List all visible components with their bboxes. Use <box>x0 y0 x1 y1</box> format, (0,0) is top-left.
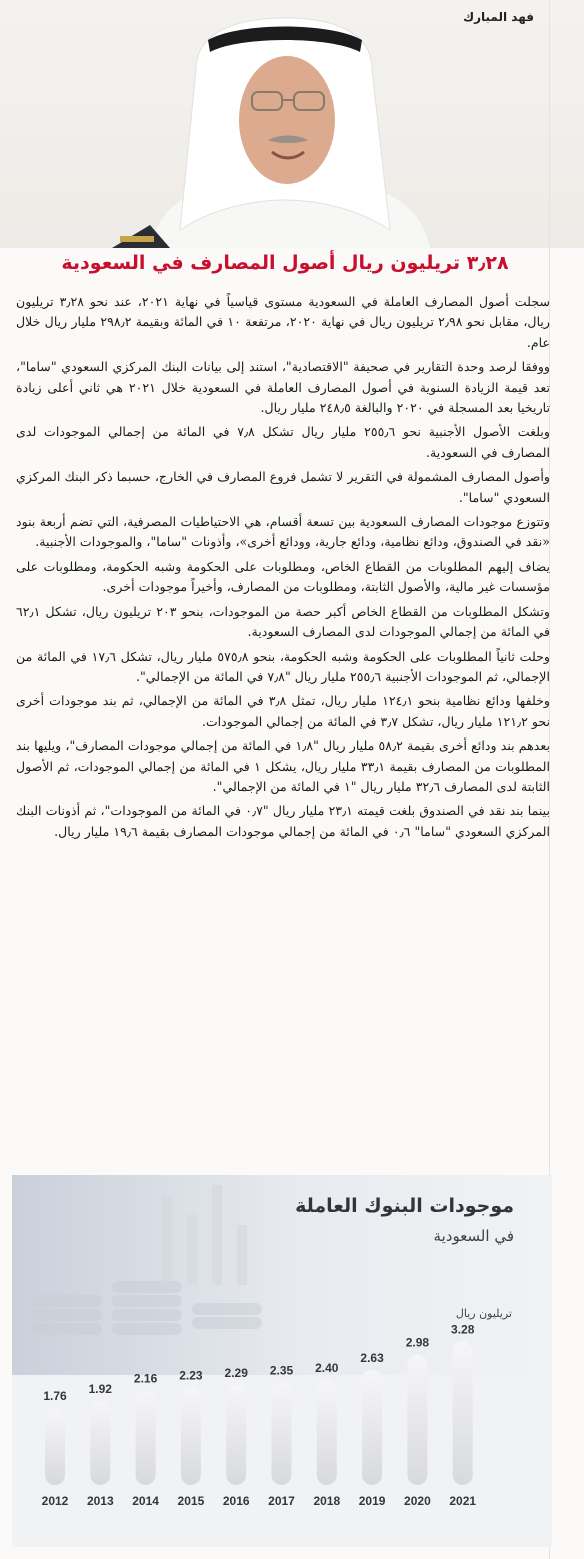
value-label-2017: 2.35 <box>269 1363 294 1378</box>
year-label-2015: 2015 <box>177 1494 205 1508</box>
bar-2019 <box>362 1370 382 1485</box>
bar-2012 <box>45 1408 65 1485</box>
bank-assets-chart <box>12 1175 552 1547</box>
bar-2014 <box>136 1391 156 1485</box>
article-headline: ٣٫٢٨ تريليون ريال أصول المصارف في السعودية <box>61 252 509 274</box>
article-paragraph: وتشكل المطلوبات من القطاع الخاص أكبر حصة من الموجودات، بنحو ٢٠٣ تريليون ريال، تشكل ٦٢٫١ في المائة من إجمالي الموجودات لدى المصارف السعودية. <box>16 603 550 640</box>
value-label-2015: 2.23 <box>179 1368 203 1383</box>
value-label-2016: 2.29 <box>224 1365 248 1380</box>
chart-unit-label: تريليون ريال <box>455 1307 512 1320</box>
bar-2015 <box>181 1388 201 1485</box>
year-label-2019: 2019 <box>358 1494 386 1508</box>
article-paragraph: سجلت أصول المصارف العاملة في السعودية مستوى قياسياً في نهاية ٢٠٢١، عند نحو ٣٫٢٨ تريليون ريال، مقابل نحو ٢٫٩٨ تريليون ريال في نهاية ٢٠٢٠، مرتفعة ١٠ في المائة وبقيمة ٢٩٨٫٢ مليار ريال خلال عام. <box>16 294 551 350</box>
article-paragraph: وحلت ثانياً المطلوبات على الحكومة وشبه الحكومة، بنحو ٥٧٥٫٨ مليار ريال، تشكل ١٧٫٦ في المائة من الإجمالي، ثم الموجودات الأجنبية ٢٥٥٫٦ مليار ريال "٧٫٨ في المائة من الإجمالي". <box>16 648 550 684</box>
year-label-2020: 2020 <box>404 1494 431 1508</box>
year-label-2017: 2017 <box>268 1494 295 1508</box>
value-label-2014: 2.16 <box>133 1371 158 1386</box>
value-label-2020: 2.98 <box>405 1335 430 1350</box>
portrait-illustration <box>0 0 584 248</box>
article-paragraph: وخلفها ودائع نظامية بنحو ١٢٤٫١ مليار ريال، تمثل ٣٫٨ في المائة من الإجمالي، ثم بند موجودات أخرى نحو ١٢١٫٢ مليار ريال، تشكل ٣٫٧ في المائة من إجمالي الموجودات. <box>16 693 550 729</box>
year-label-2014: 2014 <box>132 1494 159 1508</box>
value-label-2021: 3.28 <box>451 1322 475 1337</box>
year-label-2012: 2012 <box>41 1494 69 1508</box>
article-paragraph: بينما بند نقد في الصندوق بلغت قيمته ٢٣٫١ مليار ريال "٠٫٧ في المائة من الموجودات"، ثم أذونات البنك المركزي السعودي "ساما" ٠٫٦ في المائة من إجمالي موجودات المصارف بقيمة ١٩٫٦ مليار ريال. <box>16 803 550 839</box>
year-label-2016: 2016 <box>222 1494 250 1508</box>
article-paragraph: وبلغت الأصول الأجنبية نحو ٢٥٥٫٦ مليار ريال تشكل ٧٫٨ في المائة من إجمالي الموجودات لدى المصارف في السعودية. <box>16 424 551 460</box>
chart-subtitle: في السعودية <box>433 1227 514 1245</box>
bar-2021 <box>453 1342 473 1485</box>
value-label-2019: 2.63 <box>360 1351 384 1366</box>
year-label-2018: 2018 <box>313 1494 341 1508</box>
article-paragraph: وأصول المصارف المشمولة في التقرير لا تشمل فروع المصارف في الخارج، حسبما ذكر البنك المركزي السعودي "ساما". <box>16 469 550 505</box>
value-label-2018: 2.40 <box>315 1361 339 1376</box>
photo-caption: فهد المبارك <box>463 10 534 24</box>
article-body <box>16 292 550 846</box>
value-label-2013: 1.92 <box>88 1382 112 1397</box>
article-paragraph: بعدهم بند ودائع أخرى بقيمة ٥٨٫٢ مليار ريال "١٫٨ في المائة من إجمالي موجودات المصارف"، ويليها بند المطلوبات من المصارف بقيمة ٣٣٫١ مليار ريال، يشكل ١ في المائة من إجمالي الموجودات، ثم الأصول الثابتة لدى المصارف ٣٢٫٦ مليار ريال "١ في المائة من الإجمالي". <box>16 738 551 794</box>
value-label-2012: 1.76 <box>43 1389 67 1404</box>
chart-title: موجودات البنوك العاملة <box>295 1195 514 1217</box>
bar-2020 <box>407 1355 427 1485</box>
bar-chart-plot <box>12 1175 552 1547</box>
year-label-2021: 2021 <box>449 1494 477 1508</box>
article-paragraph: ووفقا لرصد وحدة التقارير في صحيفة "الاقتصادية"، استند إلى بيانات البنك المركزي السعودي "ساما"، تعد قيمة الزيادة السنوية في أصول المصارف العاملة في السعودية خلال ٢٠٢١ هي ثاني أعلى زيادة تاريخيا بعد المسجلة في ٢٠٢٠ والبالغة ٢٤٨٫٥ مليار ريال. <box>16 359 550 416</box>
article-paragraph: يضاف إليهم المطلوبات من القطاع الخاص، ومطلوبات على الحكومة وشبه الحكومة، ومطلوبات على مؤسسات غير مالية، والأصول الثابتة، ومطلوبات من المصارف، وأخيراً موجودات أخرى. <box>16 558 550 595</box>
bar-2013 <box>90 1401 110 1485</box>
bar-2016 <box>226 1385 246 1485</box>
portrait-photo <box>0 0 584 248</box>
bar-2017 <box>272 1382 292 1485</box>
article-paragraph: وتتوزع موجودات المصارف السعودية بين تسعة أقسام، هي الاحتياطيات المصرفية، التي تضم أربعة بنود «نقد في الصندوق، ودائع نظامية، ودائع جارية، وودائع أخرى»، وأذونات "ساما"، والموجودات الأجنبية. <box>16 514 550 550</box>
year-label-2013: 2013 <box>86 1494 114 1508</box>
bar-2018 <box>317 1380 337 1485</box>
